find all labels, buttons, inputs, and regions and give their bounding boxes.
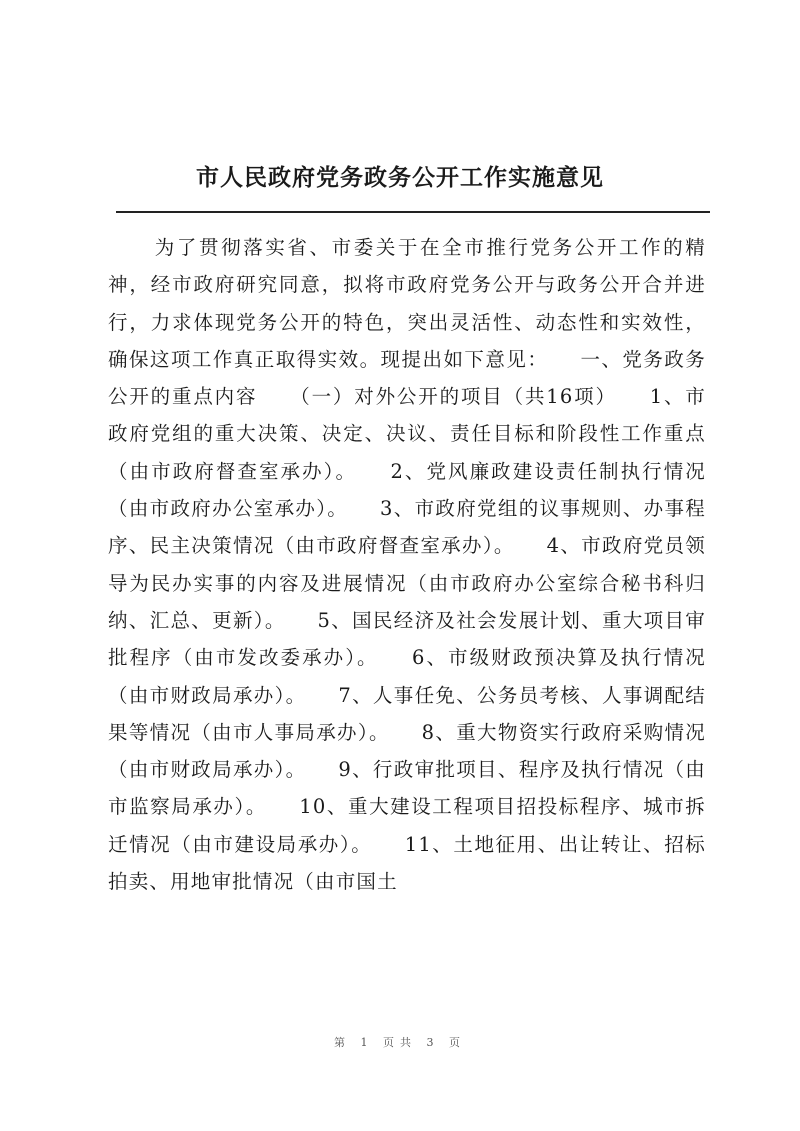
document-title: 市人民政府党务政务公开工作实施意见 bbox=[196, 164, 604, 191]
body-paragraph: 为了贯彻落实省、市委关于在全市推行党务公开工作的精神，经市政府研究同意，拟将市政府党务公开与政务公开合并进行，力求体现党务公开的特色，突出灵活性、动态性和实效性，确保这项工作真正取得实效。现提出如下意见： 一、党务政务公开的重点内容 （一）对外公开的项目（共16项） 1、市政府党组的重大决策、决定、决议、责任目标和阶段性工作重点（由市政府督查室承办）。 2、党风廉政建设责任制执行情况（由市政府办公室承办）。 3、市政府党组的议事规则、办事程序、民主决策情况（由市政府督查室承办）。 4、市政府党员领导为民办实事的内容及进展情况（由市政府办公室综合秘书科归纳、汇总、更新）。 5、国民经济及社会发展计划、重大项目审批程序（由市发改委承办）。 6、市级财政预决算及执行情况（由市财政局承办）。 7、人事任免、公务员考核、人事调配结果等情况（由市人事局承办）。 8、重大物资实行政府采购情况（由市财政局承办）。 9、行政审批项目、程序及执行情况（由市监察局承办）。 10、重大建设工程项目招投标程序、城市拆迁情况（由市建设局承办）。 11、土地征用、出让转让、招标拍卖、用地审批情况（由市国土 bbox=[108, 236, 706, 894]
document-body bbox=[108, 229, 706, 999]
page-number: 第 1 页共 3 页 bbox=[334, 1036, 466, 1049]
title-divider bbox=[116, 211, 710, 213]
